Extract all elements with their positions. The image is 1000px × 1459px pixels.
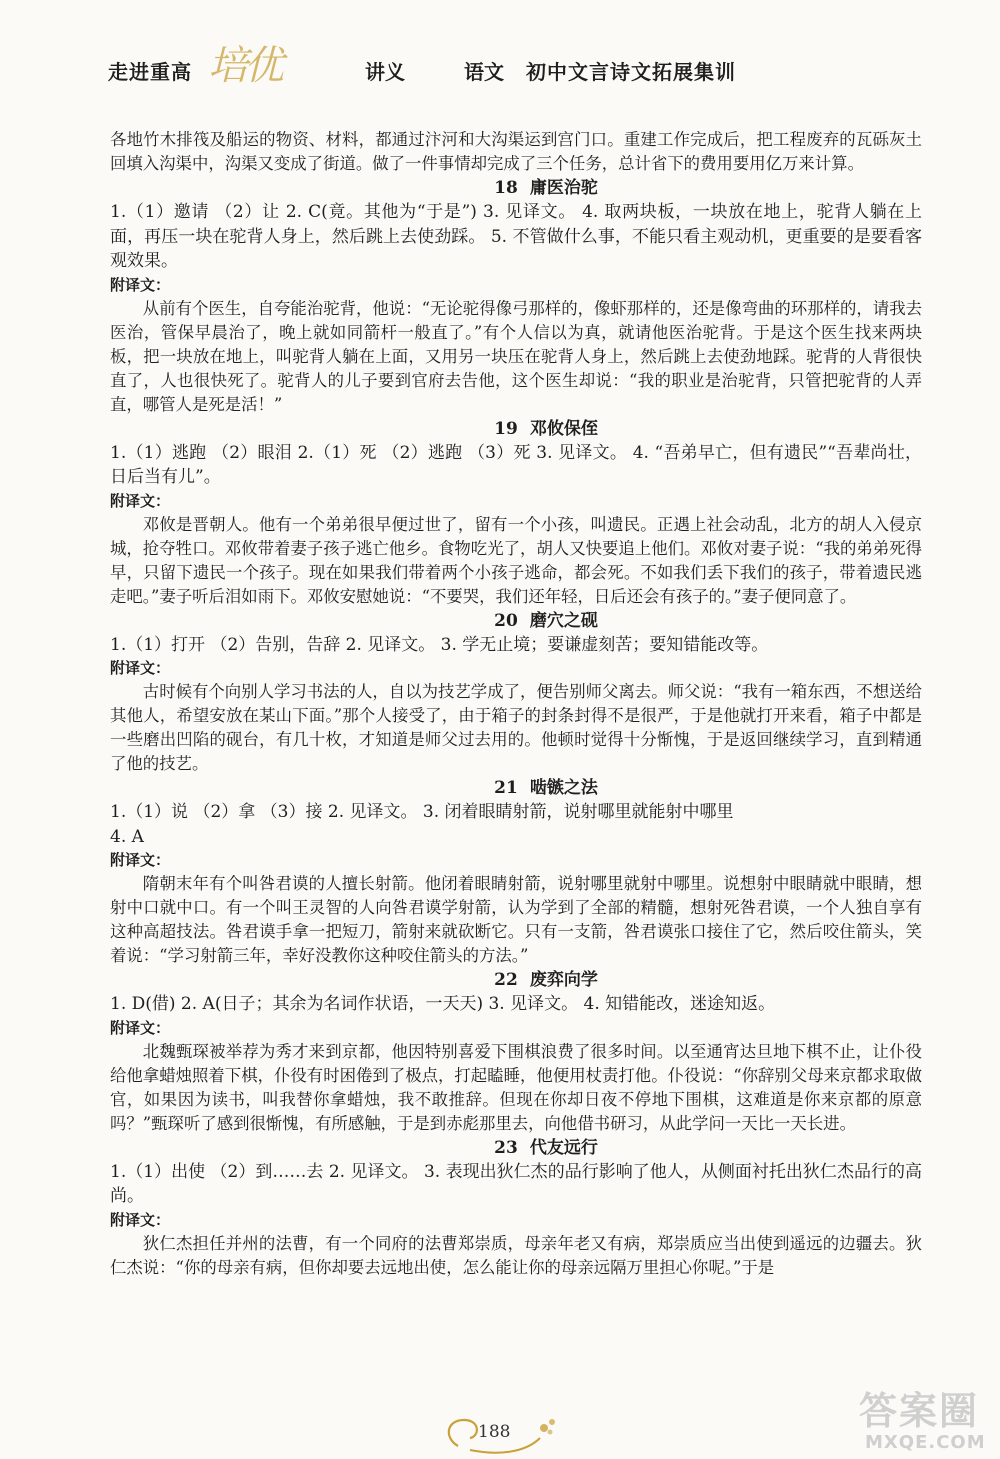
- watermark-text: 答案圈: [859, 1389, 980, 1433]
- answers-20: 1.（1）打开 （2）告别，告辞 2. 见译文。 3. 学无止境；要谦虚刻苦；要知错能改等。: [110, 634, 769, 655]
- translation-18: 从前有个医生，自夸能治驼背，他说：“无论驼得像弓那样的，像虾那样的，还是像弯曲的环那样的，请我去医治，管保早晨治了，晚上就如同箭杆一般直了。”有个人信以为真，就请他医治驼背。于是这个医生找来两块板，把一块放在地上，叫驼背人躺在上面，又用另一块压在驼背人身上，然后跳上去使劲地踩。驼背的人背很快直了，人也很快死了。驼背人的儿子要到官府去告他，这个医生却说：“我的职业是治驼背，只管把驼背的人弄直，哪管人是死是活！”: [110, 298, 922, 414]
- watermark: [855, 1380, 1000, 1459]
- section-name: 废弈向学: [529, 970, 598, 990]
- translation-19: 邓攸是晋朝人。他有一个弟弟很早便过世了，留有一个小孩，叫遗民。正遇上社会动乱，北方的胡人入侵京城，抢夺牲口。邓攸带着妻子孩子逃亡他乡。食物吃光了，胡人又快要追上他们。邓攸对妻子说：“我的弟弟死得早，只留下遗民一个孩子。现在如果我们带着两个小孩子逃命，都会死。不如我们丢下我们的孩子，带着遗民逃走吧。”妻子听后泪如雨下。邓攸安慰她说：“不要哭，我们还年轻，日后还会有孩子的。”妻子便同意了。: [110, 514, 922, 606]
- translation-23: 狄仁杰担任并州的法曹，有一个同府的法曹郑崇质，母亲年老又有病，郑崇质应当出使到遥远的边疆去。狄仁杰说：“你的母亲有病，但你却要去远地出使，怎么能让你的母亲远隔万里担心你呢。”于是: [110, 1233, 922, 1277]
- section-title-21: [110, 776, 922, 800]
- subject-label: 语文: [464, 60, 504, 84]
- brand-logo: 培优: [208, 43, 280, 89]
- translation-21: 隋朝末年有个叫咎君谟的人擅长射箭。他闭着眼睛射箭，说射哪里就射中哪里。说想射中眼睛就中眼睛，想射中口就中口。有一个叫王灵智的人向咎君谟学射箭，认为学到了全部的精髓，想射死咎君谟，一个人独自享有这种高超技法。咎君谟手拿一把短刀，箭射来就砍断它。只有一支箭，咎君谟张口接住了它，然后咬住箭头，笑着说：“学习射箭三年，幸好没教你这种咬住箭头的方法。”: [110, 874, 922, 965]
- section-number: 22: [494, 970, 518, 990]
- watermark-url: MXQE.COM: [865, 1432, 986, 1453]
- translation-20: 古时候有个向别人学习书法的人，自以为技艺学成了，便告别师父离去。师父说：“我有一箱东西，不想送给其他人，希望安放在某山下面。”那个人接受了，由于箱子的封条封得不是很严，于是他就打开来看，箱子中都是一些磨出凹陷的砚台，有几十枚，才知道是师父过去用的。他顿时觉得十分惭愧，于是返回继续学习，直到精通了他的技艺。: [110, 682, 922, 773]
- section-name: 邓攸保侄: [529, 418, 598, 439]
- section-name: 代友远行: [529, 1137, 598, 1158]
- section-number: 23: [494, 1137, 518, 1158]
- answers-22: 1. D(借) 2. A(日子；其余为名词作状语，一天天) 3. 见译文。 4. 知错能改，迷途知返。: [110, 994, 776, 1014]
- translation-label: 附译文：: [110, 491, 171, 510]
- lecture-label: 讲义: [365, 60, 405, 84]
- section-name: 磨穴之砚: [529, 610, 598, 631]
- section-number: 18: [494, 178, 518, 198]
- translation-label: 附译文：: [110, 1210, 171, 1229]
- section-title-22: [110, 968, 922, 992]
- page-footer: [440, 1398, 570, 1458]
- section-name: 庸医治驼: [529, 178, 598, 198]
- page-content: [110, 128, 922, 1280]
- translation-label: 附译文：: [110, 659, 171, 677]
- section-name: 啮镞之法: [529, 778, 598, 798]
- section-title-18: [110, 176, 922, 200]
- intro-paragraph: 各地竹木排筏及船运的物资、材料，都通过汴河和大沟渠运到宫门口。重建工作完成后，把工程废弃的瓦砾灰土回填入沟渠中，沟渠又变成了街道。做了一件事情却完成了三个任务，总计省下的费用要用亿万来计算。: [110, 130, 922, 173]
- answers-21-extra: 4. A: [110, 826, 144, 847]
- answers-19: 1.（1）逃跑 （2）眼泪 2.（1）死 （2）逃跑 （3）死 3. 见译文。 4. “吾弟早亡，但有遗民”“吾辈尚壮，日后当有儿”。: [110, 442, 922, 487]
- translation-22: 北魏甄琛被举荐为秀才来到京都，他因特别喜爱下围棋浪费了很多时间。以至通宵达旦地下棋不止，让仆役给他拿蜡烛照着下棋，仆役有时困倦到了极点，打起瞌睡，他便用杖责打他。仆役说：“你辞别父母来京都求取做官，如果因为读书，叫我替你拿蜡烛，我不敢推辞。但现在你却日夜不停地下围棋，这难道是你来京都的原意吗？”甄琛听了感到很惭愧，有所感触，于是到赤彪那里去，向他借书研习，从此学问一天比一天长进。: [110, 1041, 922, 1133]
- series-title: 走进重高: [108, 60, 192, 84]
- section-number: 19: [494, 418, 518, 439]
- answers-18: 1.（1）邀请 （2）让 2. C(竟。其他为“于是”) 3. 见译文。 4. 取两块板，一块放在地上，驼背人躺在上面，再压一块在驼背人身上，然后跳上去使劲踩。 5. 不管做什么事，不能只看主观动机，更重要的是要看客观效果。: [110, 202, 922, 271]
- section-number: 20: [494, 610, 518, 631]
- section-title-19: [110, 417, 922, 441]
- section-number: 21: [494, 778, 518, 798]
- book-title: 初中文言诗文拓展集训: [526, 60, 736, 84]
- section-title-20: [110, 609, 922, 633]
- translation-label: 附译文：: [110, 851, 171, 869]
- translation-label: 附译文：: [110, 1018, 171, 1037]
- translation-label: 附译文：: [110, 275, 171, 294]
- answers-23: 1.（1）出使 （2）到……去 2. 见译文。 3. 表现出狄仁杰的品行影响了他人，从侧面衬托出狄仁杰品行的高尚。: [110, 1161, 922, 1206]
- page-header: [108, 43, 928, 90]
- section-title-23: [110, 1136, 922, 1160]
- page-number: 188: [478, 1422, 511, 1442]
- answers-21: 1.（1）说 （2）拿 （3）接 2. 见译文。 3. 闭着眼睛射箭，说射哪里就能射中哪里: [110, 802, 734, 822]
